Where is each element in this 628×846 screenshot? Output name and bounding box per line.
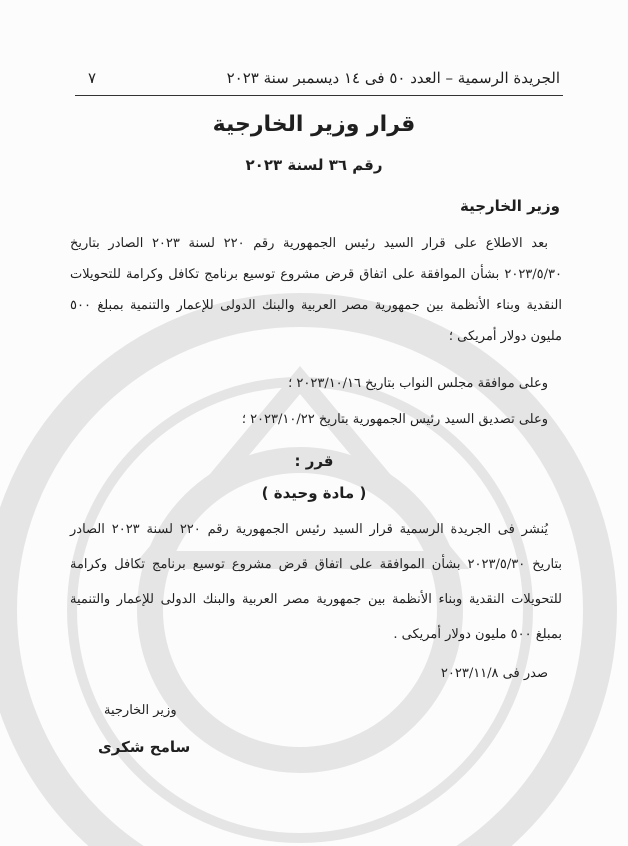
article-heading: ( مادة وحيدة ) bbox=[261, 484, 367, 502]
header-rule bbox=[75, 95, 563, 96]
signatory-name: سامح شكرى bbox=[98, 738, 191, 756]
gazette-issue-line: الجريدة الرسمية – العدد ٥٠ فى ١٤ ديسمبر سنة ٢٠٢٣ bbox=[226, 69, 560, 87]
page-header bbox=[88, 66, 560, 90]
issued-date: صدر فى ٢٠٢٣/١١/٨ bbox=[440, 666, 548, 681]
signatory-title: وزير الخارجية bbox=[104, 703, 177, 718]
preamble-paragraph: بعد الاطلاع على قرار السيد رئيس الجمهورية رقم ٢٢٠ لسنة ٢٠٢٣ الصادر بتاريخ ٢٠٢٣/٥/٣٠ بشأن الموافقة على اتفاق قرض مشروع توسيع برنامج تكافل وكرامة للتحويلات النقدية وبناء الأنظمة بين جمهورية مصر العربية والبنك الدولى للإعمار والتنمية بمبلغ ٥٠٠ مليون دولار أمريكى ؛ bbox=[70, 236, 562, 344]
preamble-parliament-approval: وعلى موافقة مجلس النواب بتاريخ ٢٠٢٣/١٠/١٦ ؛ bbox=[288, 376, 548, 391]
decided-heading: قرر : bbox=[294, 452, 334, 470]
decree-number: رقم ٣٦ لسنة ٢٠٢٣ bbox=[245, 156, 383, 174]
article-text: يُنشر فى الجريدة الرسمية قرار السيد رئيس الجمهورية رقم ٢٢٠ لسنة ٢٠٢٣ الصادر بتاريخ ٢٠٢٣/٥/٣٠ بشأن الموافقة على اتفاق قرض مشروع توسيع برنامج تكافل وكرامة للتحويلات النقدية وبناء الأنظمة بين جمهورية مصر العربية والبنك الدولى للإعمار والتنمية بمبلغ ٥٠٠ مليون دولار أمريكى . bbox=[70, 522, 562, 642]
preamble-president-ratification: وعلى تصديق السيد رئيس الجمهورية بتاريخ ٢٠٢٣/١٠/٢٢ ؛ bbox=[241, 412, 548, 427]
decree-title: قرار وزير الخارجية bbox=[212, 112, 416, 137]
page-number: ٧ bbox=[88, 69, 97, 87]
decree-issuer: وزير الخارجية bbox=[459, 197, 560, 215]
